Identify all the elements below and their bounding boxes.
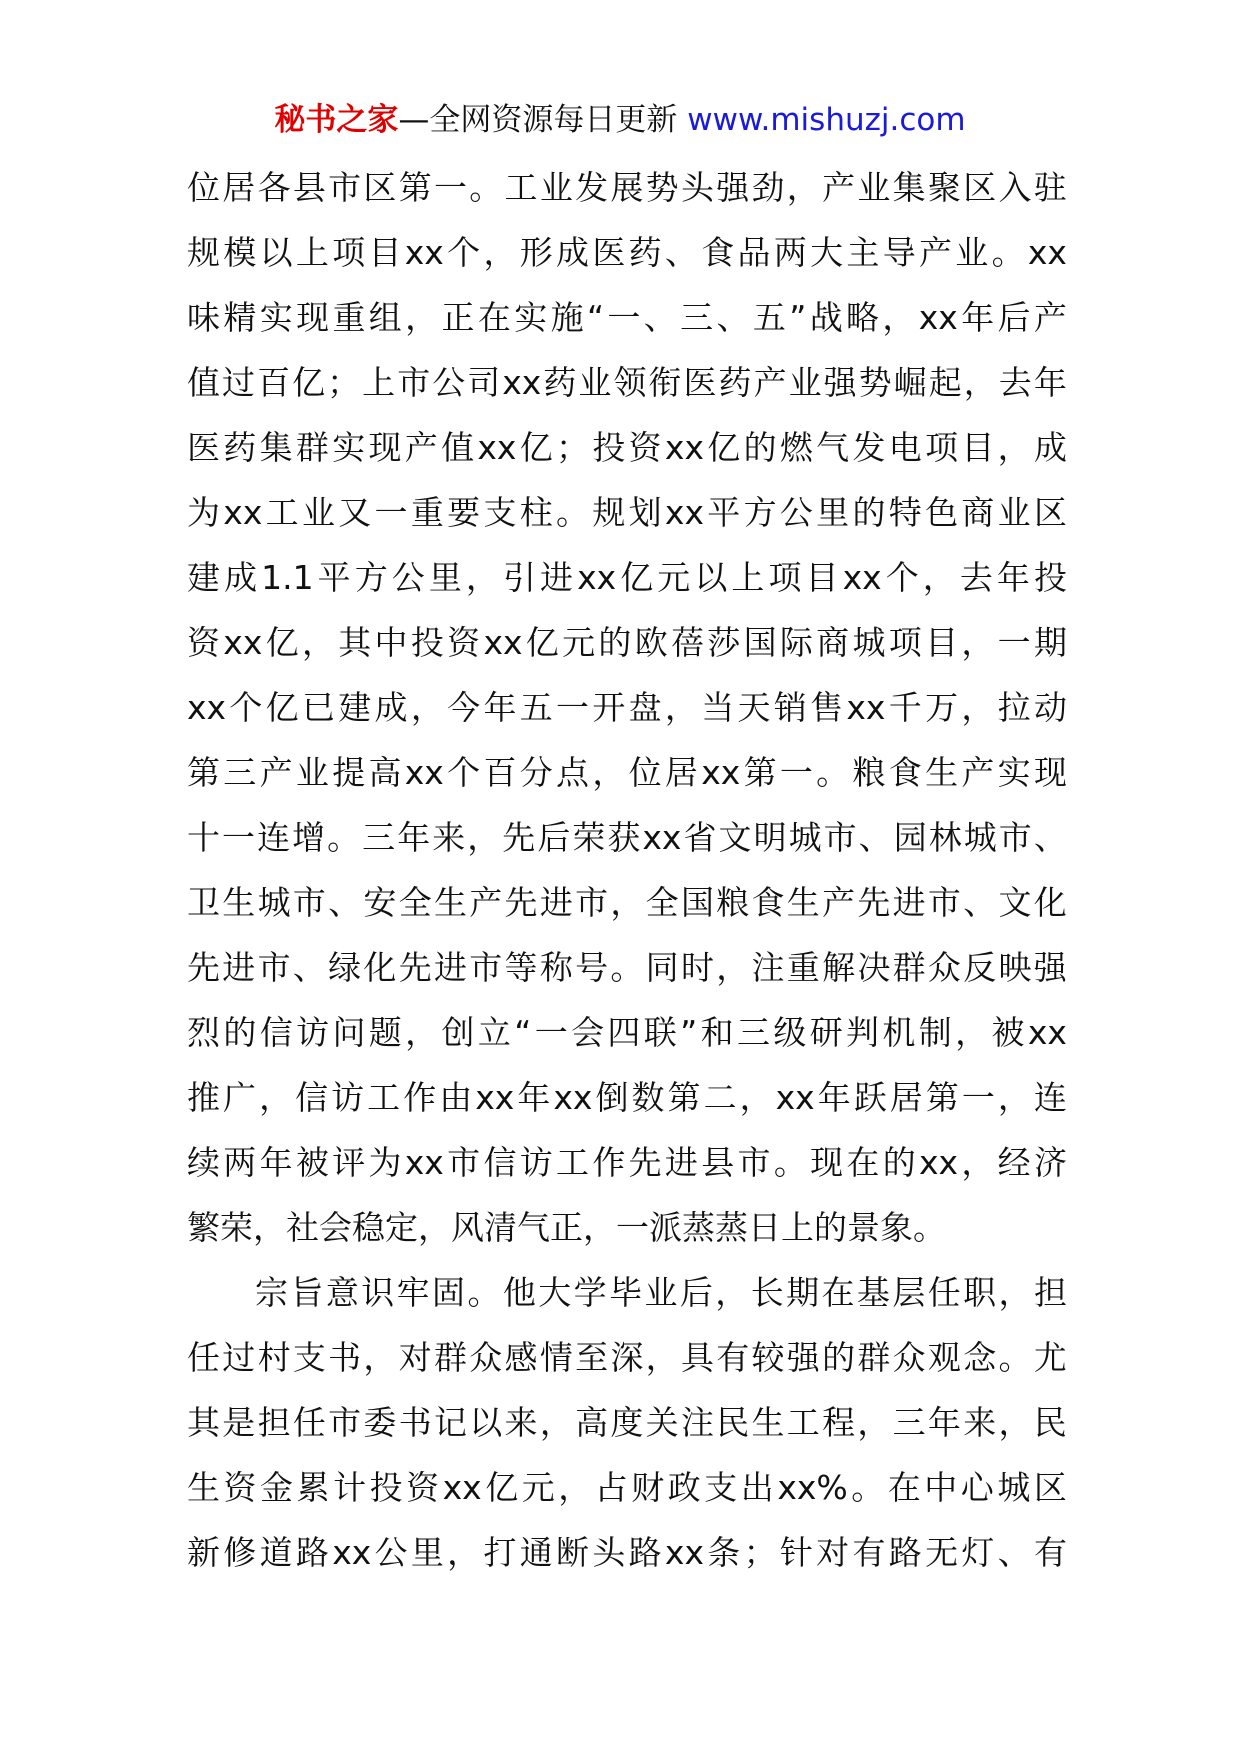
text-line: 值 过 百 亿 ； 上 市 公 司 xx 药 业 领 衔 医 药 产 业 强 势 崛 起 ， 去 年	[187, 363, 1067, 402]
text-line: 宗 旨 意 识 牢 固 。 他 大 学 毕 业 后 ， 长 期 在 基 层 任 职 ， 担	[255, 1273, 1067, 1312]
text-line: 繁荣，社会稳定，风清气正，一派蒸蒸日上的景象。	[187, 1208, 946, 1247]
text-line: 资 xx 亿 ， 其 中 投 资 xx 亿 元 的 欧 蓓 莎 国 际 商 城 项 目 ， 一 期	[187, 623, 1067, 662]
text-line: 卫 生 城 市 、 安 全 生 产 先 进 市 ， 全 国 粮 食 生 产 先 进 市 、 文 化	[187, 883, 1067, 922]
site-url-link[interactable]: www.mishuzj.com	[687, 102, 966, 138]
text-line: 味 精 实 现 重 组 ， 正 在 实 施 “ 一 、 三 、 五 ” 战 略 ， xx 年 后 产	[187, 298, 1067, 337]
text-line: 十 一 连 增 。 三 年 来 ， 先 后 荣 获 xx 省 文 明 城 市 、 园 林 城 市 、	[187, 818, 1067, 857]
site-tagline: —全网资源每日更新	[398, 102, 678, 138]
text-line: 推 广 ， 信 访 工 作 由 xx 年 xx 倒 数 第 二 ， xx 年 跃 居 第 一 ， 连	[187, 1078, 1067, 1117]
site-brand: 秘书之家	[274, 102, 399, 138]
site-header	[0, 100, 1240, 140]
text-line: 医 药 集 群 实 现 产 值 xx 亿 ； 投 资 xx 亿 的 燃 气 发 电 项 目 ， 成	[187, 428, 1067, 467]
text-line: 其 是 担 任 市 委 书 记 以 来 ， 高 度 关 注 民 生 工 程 ， 三 年 来 ， 民	[187, 1403, 1067, 1442]
text-line: 烈 的 信 访 问 题 ， 创 立 “ 一 会 四 联 ” 和 三 级 研 判 机 制 ， 被 xx	[187, 1013, 1067, 1052]
text-line: 生 资 金 累 计 投 资 xx 亿 元 ， 占 财 政 支 出 xx% 。 在 中 心 城 区	[187, 1468, 1067, 1507]
text-line: 续 两 年 被 评 为 xx 市 信 访 工 作 先 进 县 市 。 现 在 的 xx ， 经 济	[187, 1143, 1067, 1182]
text-line: 先 进 市 、 绿 化 先 进 市 等 称 号 。 同 时 ， 注 重 解 决 群 众 反 映 强	[187, 948, 1067, 987]
document-body	[187, 166, 1067, 1596]
text-line: 第 三 产 业 提 高 xx 个 百 分 点 ， 位 居 xx 第 一 。 粮 食 生 产 实 现	[187, 753, 1067, 792]
text-line: 新 修 道 路 xx 公 里 ， 打 通 断 头 路 xx 条 ； 针 对 有 路 无 灯 、 有	[187, 1533, 1067, 1572]
text-line: 规 模 以 上 项 目 xx 个 ， 形 成 医 药 、 食 品 两 大 主 导 产 业 。 xx	[187, 233, 1067, 272]
text-line: 任 过 村 支 书 ， 对 群 众 感 情 至 深 ， 具 有 较 强 的 群 众 观 念 。 尤	[187, 1338, 1067, 1377]
text-line: xx 个 亿 已 建 成 ， 今 年 五 一 开 盘 ， 当 天 销 售 xx 千 万 ， 拉 动	[187, 688, 1067, 727]
text-line: 建 成 1.1 平 方 公 里 ， 引 进 xx 亿 元 以 上 项 目 xx 个 ， 去 年 投	[187, 558, 1067, 597]
text-line: 为 xx 工 业 又 一 重 要 支 柱 。 规 划 xx 平 方 公 里 的 特 色 商 业 区	[187, 493, 1067, 532]
text-line: 位 居 各 县 市 区 第 一 。 工 业 发 展 势 头 强 劲 ， 产 业 集 聚 区 入 驻	[187, 168, 1067, 207]
